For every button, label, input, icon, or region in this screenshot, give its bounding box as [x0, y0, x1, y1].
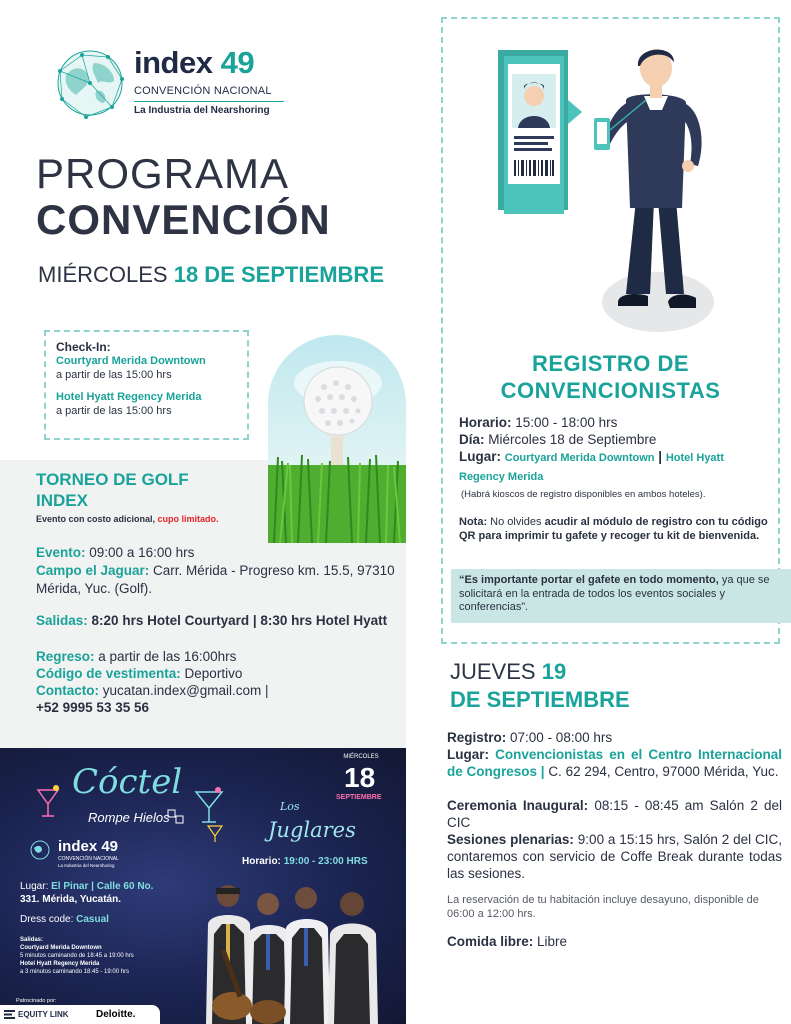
- golf-evento-label: Evento:: [36, 545, 86, 560]
- jueves-lugar: [447, 746, 782, 780]
- jueves-lugar-value: C. 62 294, Centro, 97000 Mérida, Yuc.: [548, 764, 779, 779]
- band-logo: Juglares: [268, 818, 356, 842]
- day2-weekday: JUEVES: [450, 659, 536, 684]
- jueves-comida-value: Libre: [537, 934, 568, 949]
- golf-contacto-email[interactable]: yucatan.index@gmail.com |: [102, 683, 269, 698]
- registro-horario-label: Horario:: [459, 415, 512, 430]
- flyer-salida2-detail: a 3 minutos caminando 18:45 - 19:00 hrs: [20, 969, 130, 975]
- golf-salidas: [36, 612, 396, 630]
- jueves-reservacion: La reservación de tu habitación incluye desayuno, disponible de 06:00 a 12:00 hrs.: [447, 894, 759, 920]
- golf-campo: [36, 562, 396, 598]
- jueves-ceremonia-value: 08:15 - 08:45 am Salón 2 del CIC: [447, 798, 782, 830]
- sponsor-bar: [0, 1005, 160, 1024]
- cocktail-flyer: [0, 748, 406, 1024]
- registro-lugar-value1: Courtyard Merida Downtown: [504, 452, 655, 464]
- flyer-weekday: MIÉRCOLES: [343, 754, 379, 760]
- flyer-logo-tagline: La Industria del Nearshoring: [58, 863, 115, 868]
- golf-codigo: [36, 665, 396, 683]
- jueves-registro-value: 07:00 - 08:00 hrs: [510, 730, 613, 745]
- band-photo: [206, 885, 378, 1024]
- registro-title: [441, 350, 780, 404]
- registro-nota-text2: acudir al módulo de registro con tu código QR para imprimir tu gafete y recoger tu kit de bienvenida.: [459, 516, 768, 542]
- checkin-time-2: a partir de las 15:00 hrs: [56, 405, 172, 417]
- golf-note-text: Evento con costo adicional,: [36, 514, 156, 524]
- flyer-lugar-label: Lugar:: [20, 881, 49, 892]
- golf-regreso-value: a partir de las 16:00hrs: [98, 649, 237, 664]
- flyer-dress-label: Dress code:: [20, 914, 74, 925]
- registro-quote: [451, 569, 791, 623]
- sponsor-deloitte: Deloitte.: [96, 1009, 136, 1020]
- golf-codigo-label: Código de vestimenta:: [36, 666, 181, 681]
- golf-phone[interactable]: +52 9995 53 35 56: [36, 700, 149, 715]
- page-title-line1: PROGRAMA: [36, 150, 290, 197]
- golf-ball-image: [268, 335, 406, 543]
- jueves-ceremonia: [447, 797, 782, 831]
- registro-lugar-value2: Hotel Hyatt Regency Merida: [459, 452, 724, 483]
- flyer-subtitle: Rompe Hielos: [88, 810, 170, 825]
- globe-network-icon: [52, 45, 128, 121]
- sponsor-equity-link: EQUITY LINK: [18, 1010, 69, 1019]
- golf-note-highlight: cupo limitado.: [157, 514, 219, 524]
- index49-logo: [52, 45, 292, 125]
- flyer-month: SEPTIEMBRE: [336, 794, 382, 801]
- flyer-salida1-detail: 5 minutos caminando de 18:45 a 19:00 hrs: [20, 953, 134, 959]
- jueves-lugar-highlight: Convencionistas en el Centro Internacional de Congresos |: [447, 747, 782, 779]
- flyer-salidas: [20, 936, 134, 976]
- golf-note: [36, 514, 219, 524]
- golf-contacto-label: Contacto:: [36, 683, 99, 698]
- registro-title-line2: CONVENCIONISTAS: [500, 378, 721, 403]
- flyer-lugar-value: El Pinar | Calle 60 No.: [51, 881, 154, 892]
- day1-date: 18 DE SEPTIEMBRE: [173, 262, 384, 287]
- jueves-comida-label: Comida libre:: [447, 934, 534, 949]
- registro-lugar: [459, 448, 771, 486]
- registro-nota-label: Nota:: [459, 516, 488, 528]
- jueves-lugar-label: Lugar:: [447, 747, 489, 762]
- jueves-registro-label: Registro:: [447, 730, 507, 745]
- golf-title: [36, 469, 189, 511]
- golf-salidas-value: 8:20 hrs Hotel Courtyard | 8:30 hrs Hotel Hyatt: [91, 613, 388, 628]
- registro-nota: [459, 515, 771, 543]
- golf-campo-label: Campo el Jaguar:: [36, 563, 150, 578]
- logo-tagline: La Industria del Nearshoring: [134, 105, 270, 116]
- registro-nota-text1: No olvides: [490, 516, 542, 528]
- registro-horario-value: 15:00 - 18:00 hrs: [515, 415, 618, 430]
- flyer-horario-value: 19:00 - 23:00 HRS: [283, 856, 368, 867]
- flyer-logo-name: index 49: [58, 838, 119, 855]
- golf-regreso-label: Regreso:: [36, 649, 95, 664]
- jueves-comida: [447, 934, 567, 949]
- checkin-hotel-1: Courtyard Merida Downtown: [56, 355, 206, 367]
- registro-title-line1: REGISTRO DE: [531, 351, 690, 376]
- page-title-line2: CONVENCIÓN: [36, 196, 331, 243]
- jueves-sesiones: [447, 831, 782, 882]
- golf-salidas-label: Salidas:: [36, 613, 88, 628]
- badge-person-illustration: [490, 40, 730, 340]
- registro-lugar-label: Lugar:: [459, 449, 501, 464]
- checkin-hotel-2: Hotel Hyatt Regency Merida: [56, 391, 202, 403]
- day2-heading: [450, 658, 630, 714]
- registro-kiosks: (Habrá kioscos de registro disponibles en ambos hoteles).: [461, 489, 706, 500]
- golf-evento-value: 09:00 a 16:00 hrs: [89, 545, 195, 560]
- day2-month: DE SEPTIEMBRE: [450, 687, 630, 712]
- flyer-horario-label: Horario:: [242, 856, 281, 867]
- flyer-horario: [242, 856, 368, 867]
- globe-icon: [31, 841, 49, 859]
- cocktail-glass-icon: [38, 790, 58, 816]
- band-logo-small: Los: [280, 800, 300, 813]
- flyer-dress-code: [20, 914, 109, 925]
- person-figure: [594, 49, 702, 308]
- day1-heading: [38, 262, 384, 288]
- flyer-logo-subtitle: CONVENCIÓN NACIONAL: [58, 856, 119, 862]
- logo-wordmark: index 49: [134, 45, 255, 80]
- checkin-heading: Check-In:: [56, 340, 111, 354]
- day2-day: 19: [541, 659, 567, 684]
- golf-title-line1: TORNEO DE GOLF: [36, 470, 189, 489]
- golf-campo-value: Carr. Mérida - Progreso km. 15.5, 97310 Mérida, Yuc. (Golf).: [36, 563, 395, 596]
- jueves-sesiones-value: 9:00 a 15:15 hrs, Salón 2 del CIC, contaremos con servicio de Coffe Break durante todas las sesiones.: [447, 832, 782, 881]
- golf-codigo-value: Deportivo: [184, 666, 243, 681]
- flyer-lugar: [20, 880, 153, 906]
- flyer-day: 18: [344, 762, 376, 793]
- flyer-salida2-hotel: Hotel Hyatt Regency Merida: [20, 961, 100, 967]
- golf-evento: [36, 544, 396, 562]
- golf-regreso: [36, 648, 396, 666]
- jueves-registro: [447, 729, 782, 746]
- flyer-title: Cóctel: [72, 762, 183, 802]
- registro-dia-label: Día:: [459, 432, 485, 447]
- golf-title-line2: INDEX: [36, 491, 88, 510]
- jueves-ceremonia-label: Ceremonia Inaugural:: [447, 798, 589, 813]
- logo-subtitle: CONVENCIÓN NACIONAL: [134, 85, 272, 97]
- flyer-salida1-hotel: Courtyard Merida Downtown: [20, 945, 102, 951]
- registro-lugar-separator: |: [658, 449, 663, 464]
- flyer-dress-value: Casual: [76, 914, 109, 925]
- id-badge-icon: [498, 50, 582, 214]
- day1-weekday: MIÉRCOLES: [38, 262, 168, 287]
- jueves-sesiones-label: Sesiones plenarias:: [447, 832, 574, 847]
- registro-dia-value: Miércoles 18 de Septiembre: [488, 432, 657, 447]
- golf-contacto: [36, 682, 396, 700]
- registro-dia: [459, 431, 771, 448]
- logo-divider: [134, 101, 284, 102]
- flyer-salidas-heading: Salidas:: [20, 937, 44, 943]
- cocktail-glass-icon-2: [196, 792, 222, 822]
- checkin-time-1: a partir de las 15:00 hrs: [56, 369, 172, 381]
- registro-quote-bold: “Es importante portar el gafete en todo momento,: [459, 574, 719, 586]
- checkin-box: [44, 330, 249, 440]
- flyer-lugar-line2: 331. Mérida, Yucatán.: [20, 894, 121, 905]
- equity-link-icon: [4, 1010, 15, 1019]
- registro-horario: [459, 414, 771, 431]
- flyer-sponsored-by: Patrocinado por:: [16, 998, 57, 1004]
- registro-quote-rest: ya que se solicitará en la entrada de todos los eventos sociales y conferencias”.: [459, 574, 770, 613]
